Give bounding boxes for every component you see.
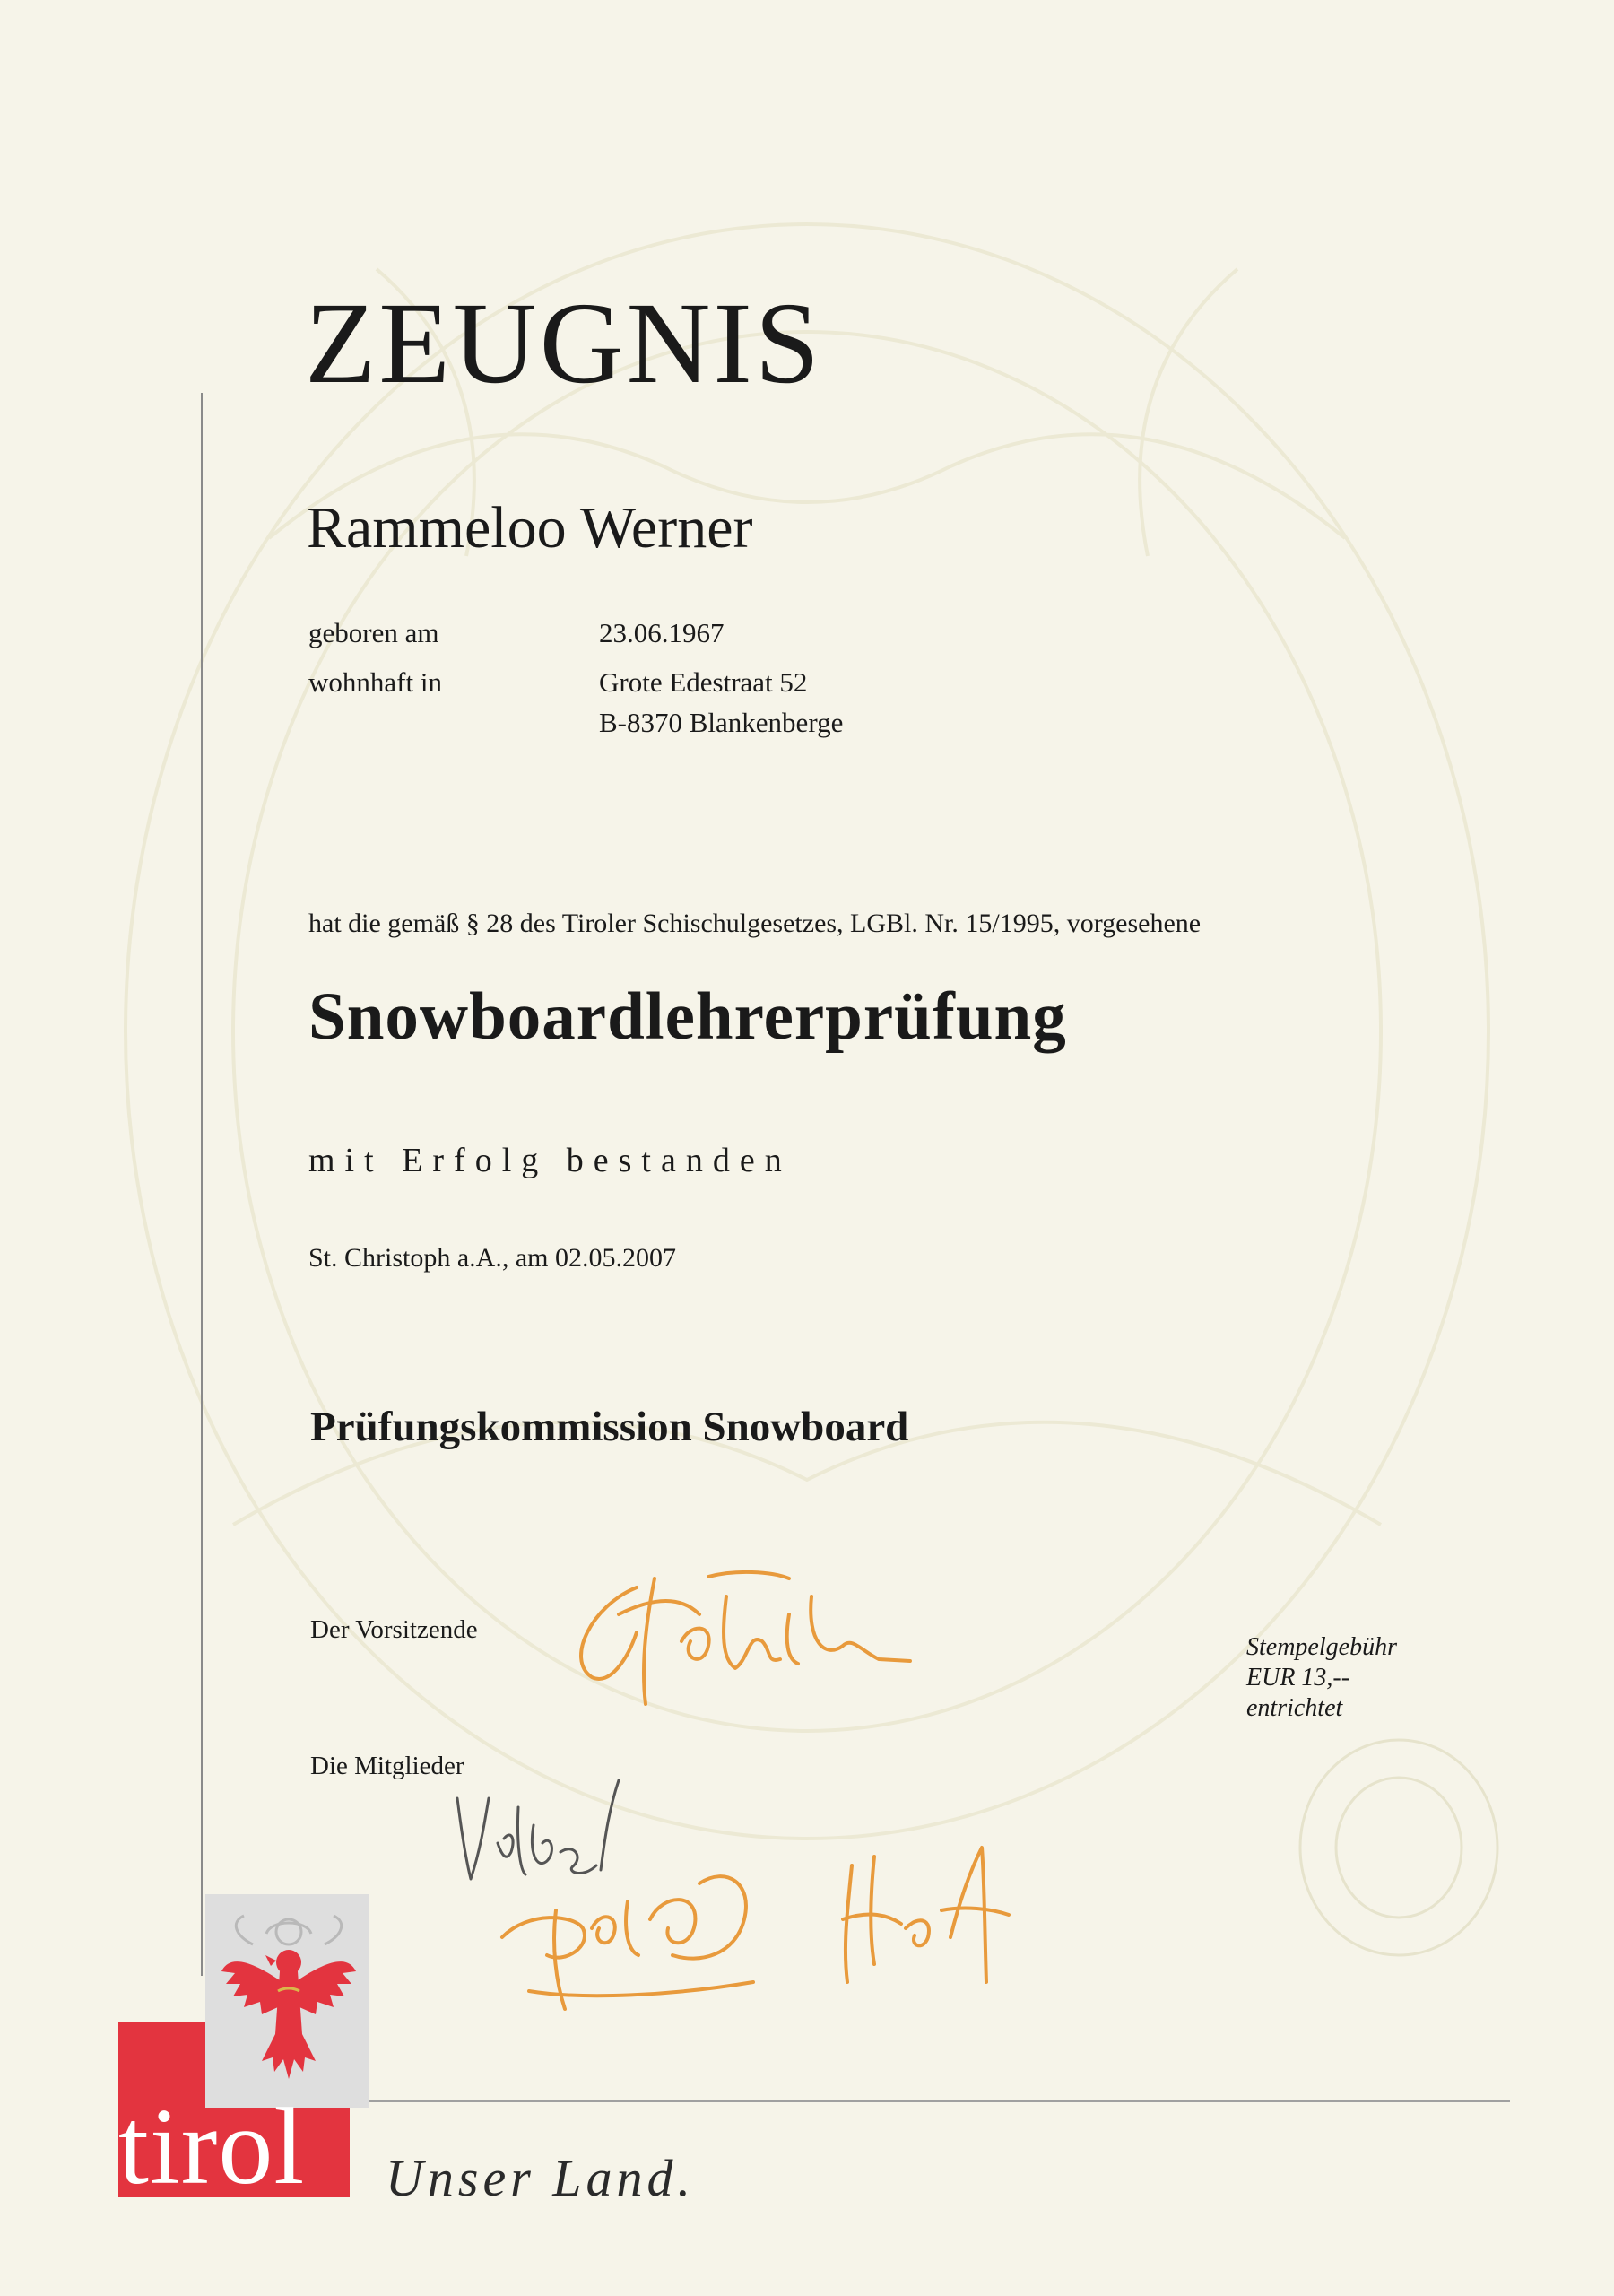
chair-signature	[556, 1561, 915, 1713]
member-signature-1	[439, 1771, 646, 1915]
fee-line-2: EUR 13,--	[1246, 1664, 1350, 1692]
legal-text: hat die gemäß § 28 des Tiroler Schischulgesetzes, LGBl. Nr. 15/1995, vorgesehene	[308, 909, 1202, 938]
tirol-eagle-icon	[217, 1909, 360, 2092]
fee-line-1: Stempelgebühr	[1246, 1633, 1397, 1661]
place-date: St. Christoph a.A., am 02.05.2007	[308, 1243, 676, 1273]
tirol-slogan: Unser Land.	[386, 2149, 696, 2207]
document-title: ZEUGNIS	[305, 279, 823, 408]
address-line-2: B-8370 Blankenberge	[599, 707, 844, 738]
left-margin-rule	[201, 393, 203, 1976]
chair-label: Der Vorsitzende	[310, 1615, 478, 1644]
birth-label: geboren am	[308, 617, 439, 648]
residence-label: wohnhaft in	[308, 666, 442, 698]
footer-rule	[201, 2100, 1510, 2102]
tirol-logo-text: tirol	[118, 2086, 306, 2207]
birth-date: 23.06.1967	[599, 617, 725, 648]
members-label: Die Mitglieder	[310, 1752, 464, 1780]
exam-name: Snowboardlehrerprüfung	[308, 979, 1067, 1054]
member-signature-2	[493, 1830, 771, 2018]
holder-name: Rammeloo Werner	[307, 495, 753, 561]
stamp-fee-note	[1246, 1632, 1397, 1724]
commission-heading: Prüfungskommission Snowboard	[310, 1404, 909, 1450]
address-line-1: Grote Edestraat 52	[599, 666, 808, 698]
fee-line-3: entrichtet	[1246, 1694, 1343, 1722]
exam-result: mit Erfolg bestanden	[308, 1142, 792, 1179]
member-signature-3	[834, 1830, 1013, 1991]
